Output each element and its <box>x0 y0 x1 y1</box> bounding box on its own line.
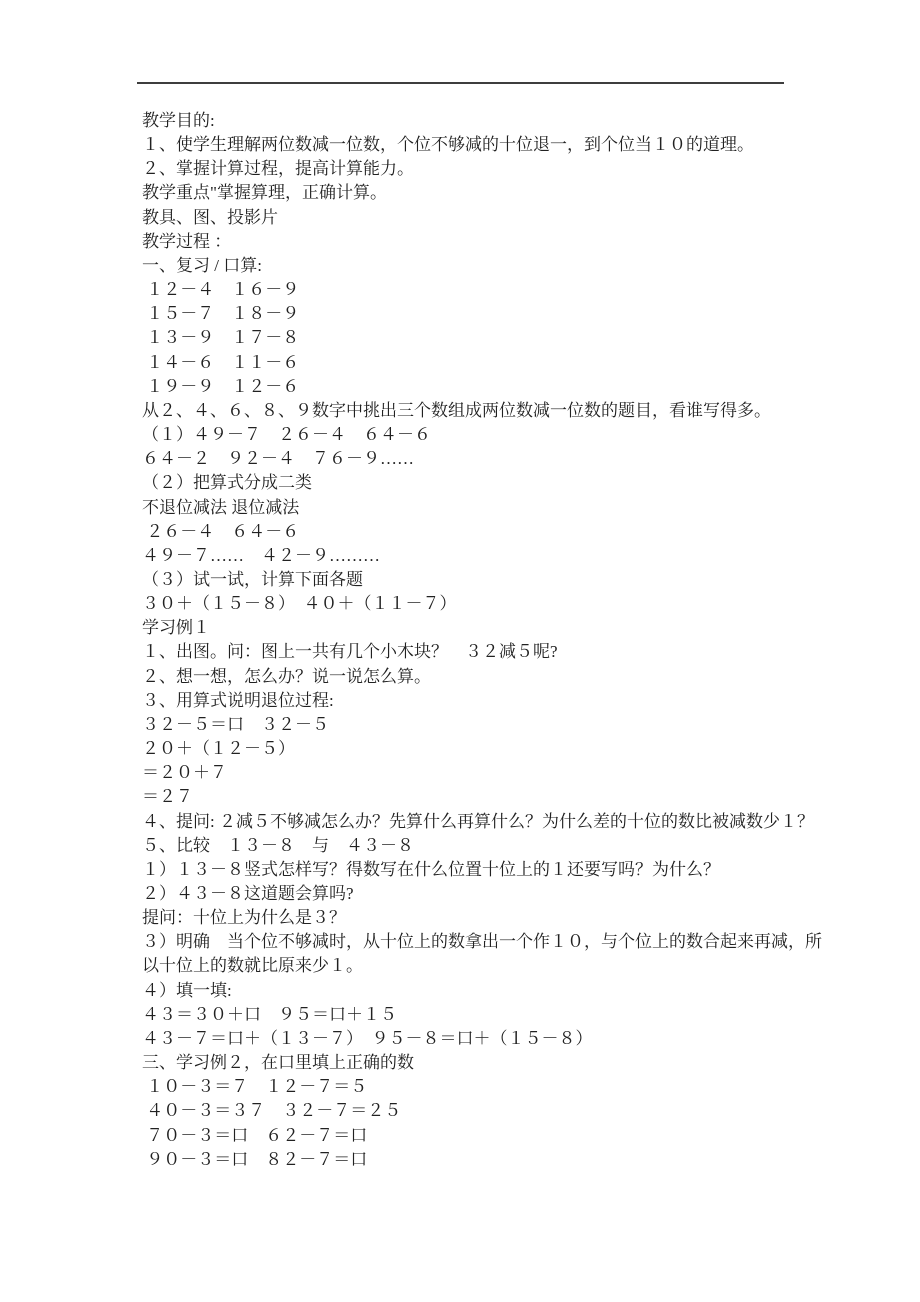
text-line: ６４－２ ９２－４ ７６－９…… <box>142 449 414 469</box>
text-line: 教具、图、投影片 <box>142 207 278 227</box>
text-line: １、使学生理解两位数减一位数，个位不够减的十位退一，到个位当１０的道理。 <box>142 135 754 155</box>
text-line: 教学过程 ： <box>142 231 232 251</box>
text-line: （１）４９－７ ２６－４ ６４－６ <box>142 425 431 445</box>
text-line: ＝２７ <box>142 787 193 807</box>
text-line: 提问：十位上为什么是３？ <box>142 908 346 928</box>
text-line: １２－４ １６－９ <box>142 280 300 300</box>
text-line: （３）试一试，计算下面各题 <box>142 569 363 589</box>
text-line: ９０－３＝口 ８２－７＝口 <box>142 1149 368 1169</box>
text-line: （２）把算式分成二类 <box>142 473 312 493</box>
text-line: 三、学习例２，在口里填上正确的数 <box>142 1053 414 1073</box>
text-line: ４）填一填: <box>142 980 232 1000</box>
text-line: １３－９ １７－８ <box>142 328 300 348</box>
text-line: 教学重点"掌握算理，正确计算。 <box>142 183 387 203</box>
text-line: 以十位上的数就比原来少１。 <box>142 956 363 976</box>
text-line: ２６－４ ６４－６ <box>142 521 300 541</box>
text-line: １０－３＝７ １２－７＝５ <box>142 1077 368 1097</box>
text-line: ３２－５＝口 ３２－５ <box>142 714 329 734</box>
text-line: １４－６ １１－６ <box>142 352 300 372</box>
text-line: １）１３－８竖式怎样写？得数写在什么位置十位上的１还要写吗？为什么？ <box>142 859 720 879</box>
text-line: 一、复习 / 口算: <box>142 255 262 275</box>
text-line: ７０－３＝口 ６２－７＝口 <box>142 1125 368 1145</box>
text-line: 教学目的: <box>142 111 215 130</box>
text-line: 从２、４、６、８、９数字中挑出三个数组成两位数减一位数的题目，看谁写得多。 <box>142 400 771 420</box>
text-line: ４、提问: ２减５不够减怎么办？先算什么再算什么？为什么差的十位的数比被减数少１？ <box>142 811 814 831</box>
text-line: ４３＝３０＋口 ９５＝口＋１５ <box>142 1004 397 1024</box>
text-line: ４９－７…… ４２－９……… <box>142 545 380 565</box>
text-line: ２、想一想，怎么办？说一说怎么算。 <box>142 666 431 686</box>
text-line: １９－９ １２－６ <box>142 376 300 396</box>
text-line: ２）４３－８这道题会算吗? <box>142 884 354 903</box>
text-line: ３０＋（１５－８） ４０＋（１１－７） <box>142 594 457 614</box>
text-line: ５、比较 １３－８ 与 ４３－８ <box>142 835 414 855</box>
text-line: ２０＋（１２－５） <box>142 739 295 759</box>
text-line: 不退位减法 退位减法 <box>142 497 300 517</box>
text-line: ＝２０＋７ <box>142 763 227 783</box>
text-line: 学习例１ <box>142 618 210 638</box>
text-line: ３、用算式说明退位过程: <box>142 690 334 710</box>
text-line: ４０－３＝３７ ３２－７＝２５ <box>142 1101 402 1121</box>
header-rule <box>137 82 784 84</box>
text-line: ４３－７＝口＋（１３－７） ９５－８＝口＋（１５－８） <box>142 1028 593 1048</box>
text-line: ２、掌握计算过程，提高计算能力。 <box>142 159 414 179</box>
text-line: ３）明确 当个位不够减时，从十位上的数拿出一个作１０，与个位上的数合起来再减，所 <box>142 932 822 952</box>
document-body <box>142 109 832 1172</box>
text-line: １、出图。问：图上一共有几个小木块？ ３２减５呢? <box>142 642 558 662</box>
text-line: １５－７ １８－９ <box>142 304 300 324</box>
